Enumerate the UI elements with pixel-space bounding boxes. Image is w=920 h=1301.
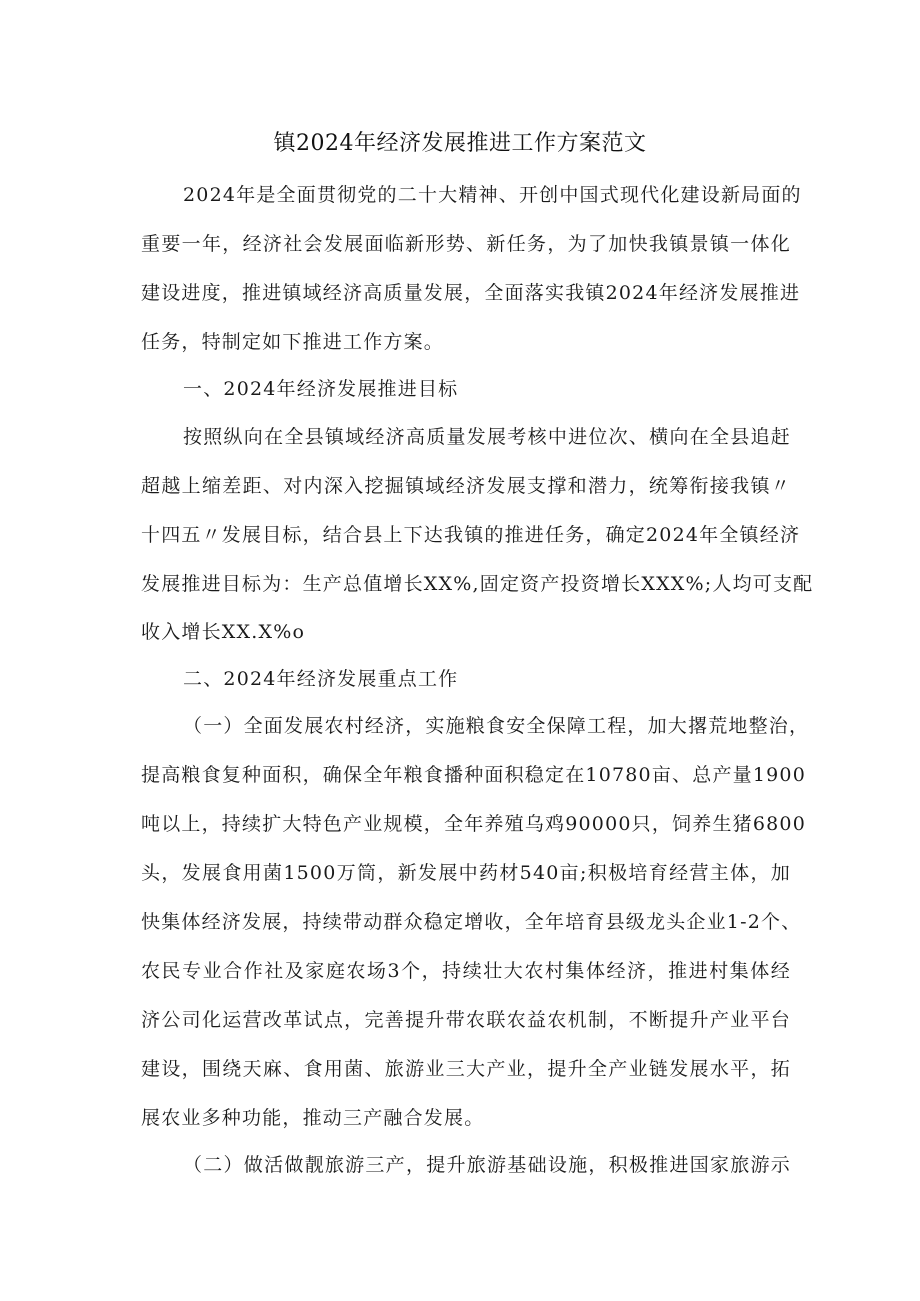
page-title: 镇2024年经济发展推进工作方案范文 <box>273 131 647 156</box>
section-2-p1-line-2: 提高粮食复种面积，确保全年粮食播种面积稳定在10780亩、总产量1900 <box>141 764 806 786</box>
section-1-line-4: 发展推进目标为：生产总值增长XX%,固定资产投资增长XXX%;人均可支配 <box>141 573 814 595</box>
section-2-p1-line-5: 快集体经济发展，持续带动群众稳定增收，全年培育县级龙头企业1-2个、 <box>141 911 802 933</box>
section-1-line-5: 收入增长XX.X%o <box>141 621 306 643</box>
section-2-p1-line-4: 头，发展食用菌1500万筒，新发展中药材540亩;积极培育经营主体，加 <box>141 862 791 884</box>
section-1-line-2: 超越上缩差距、对内深入挖掘镇域经济发展支撑和潜力，统筹衔接我镇〃 <box>141 475 791 497</box>
section-1-line-3: 十四五〃发展目标，结合县上下达我镇的推进任务，确定2024年全镇经济 <box>141 524 801 546</box>
section-2-p1-line-3: 吨以上，持续扩大特色产业规模，全年养殖乌鸡90000只，饲养生猪6800 <box>141 813 806 835</box>
section-2-p2-line-1: （二）做活做靓旅游三产，提升旅游基础设施，积极推进国家旅游示 <box>183 1154 791 1176</box>
section-2-p1-line-9: 展农业多种功能，推动三产融合发展。 <box>141 1107 485 1129</box>
section-1-heading: 一、2024年经济发展推进目标 <box>183 378 459 400</box>
section-2-heading: 二、2024年经济发展重点工作 <box>183 668 459 690</box>
section-2-p1-line-6: 农民专业合作社及家庭农场3个，持续壮大农村集体经济，推进村集体经 <box>141 960 791 982</box>
section-2-p1-line-1: （一）全面发展农村经济，实施粮食安全保障工程，加大撂荒地整治， <box>183 715 810 737</box>
section-1-line-1: 按照纵向在全县镇域经济高质量发展考核中进位次、横向在全县追赶 <box>183 426 791 448</box>
section-2-p1-line-8: 建设，围绕天麻、食用菌、旅游业三大产业，提升全产业链发展水平，拓 <box>141 1058 791 1080</box>
intro-line-3: 建设进度，推进镇域经济高质量发展，全面落实我镇2024年经济发展推进 <box>141 282 801 304</box>
section-2-p1-line-7: 济公司化运营改革试点，完善提升带农联农益农机制，不断提升产业平台 <box>141 1009 791 1031</box>
intro-line-4: 任务，特制定如下推进工作方案。 <box>141 331 445 353</box>
intro-line-1: 2024年是全面贯彻党的二十大精神、开创中国式现代化建设新局面的 <box>183 184 802 206</box>
intro-line-2: 重要一年，经济社会发展面临新形势、新任务，为了加快我镇景镇一体化 <box>141 233 791 255</box>
